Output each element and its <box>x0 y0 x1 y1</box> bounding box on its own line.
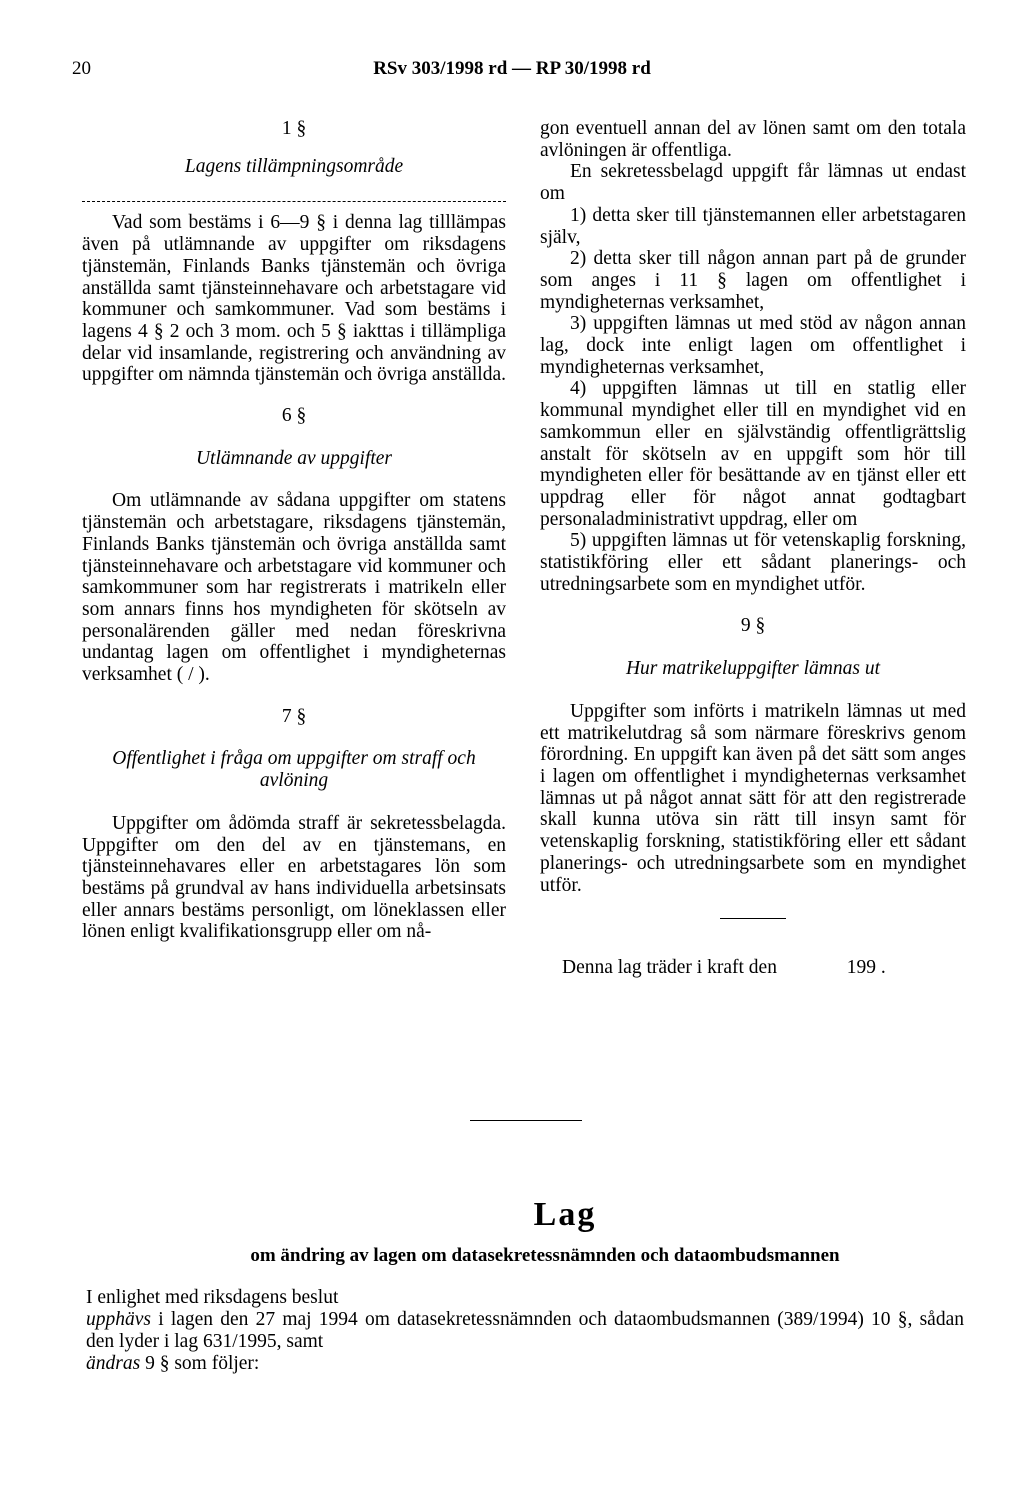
list-item: 1) detta sker till tjänstemannen eller arbetstagaren själv, <box>540 204 966 248</box>
list-item: 4) uppgiften lämnas ut till en statlig eller kommunal myndighet eller till en myndighet vid en samkommun eller en självständig offentligrättslig anstalt för skötseln av en uppgift som hör till myndigheten eller för besättande av en tjänst eller ett uppdrag eller för något annat godtagbart personaladministrativt uppdrag, eller om <box>540 378 966 530</box>
right-column <box>540 118 966 979</box>
law-amend-line <box>86 1353 964 1375</box>
section-7-paragraph: Uppgifter om ådömda straff är sekretessbelagda. Uppgifter om den del av en tjänstemans, en tjänsteinnehavares eller en arbetstagares lön som bestäms på grundval av hans individuella arbetsinsats eller annars bestäms personligt, om löneklassen eller lönen enligt kvalifikationsgrupp eller om nå- <box>82 812 506 943</box>
left-column <box>82 118 506 943</box>
section-7-title: Offentlighet i fråga om uppgifter om straff och avlöning <box>112 748 476 792</box>
short-rule <box>720 918 786 919</box>
section-9-number: 9 § <box>740 615 766 637</box>
effective-date-line <box>540 957 966 979</box>
law-repeal-line <box>86 1309 964 1353</box>
law-body <box>86 1287 964 1375</box>
page-header <box>72 58 952 88</box>
running-head: RSv 303/1998 rd — RP 30/1998 rd <box>373 58 651 79</box>
law-amend-text: 9 § som följer: <box>140 1353 260 1374</box>
list-item: 2) detta sker till någon annan part på de grunder som anges i 11 § lagen om offentlighet i myndigheternas verksamhet, <box>540 248 966 313</box>
law-amend-word: ändras <box>86 1353 141 1374</box>
secrecy-paragraph: En sekretessbelagd uppgift får lämnas ut endast om <box>540 161 966 205</box>
law-intro-line: I enlighet med riksdagens beslut <box>86 1287 339 1308</box>
section-6-number: 6 § <box>281 405 307 427</box>
law-repeal-text: i lagen den 27 maj 1994 om datasekretessnämnden och dataombudsmannen (389/1994) 10 §, sådan den lyder i lag 631/1995, samt <box>86 1309 964 1352</box>
section-1-number: 1 § <box>281 118 307 139</box>
list-item: 3) uppgiften lämnas ut med stöd av någon annan lag, dock inte enligt lagen om offentlighet i myndigheternas verksamhet, <box>540 313 966 378</box>
section-9-paragraph: Uppgifter som införts i matrikeln lämnas ut med ett matrikelutdrag så som närmare föreskrivs genom förordning. En uppgift kan även på det sätt som anges i lagen om offentlighet i myndigheternas verksamhet lämnas ut på något annat sätt för att den registrerade skall kunna utöva sin rätt till insyn samt för vetenskaplig forskning, statistikföring eller ett sådant planerings- och utredningsarbete som en myndighet utför. <box>540 700 966 896</box>
law-block <box>86 1195 964 1375</box>
continuation-paragraph: gon eventuell annan del av lönen samt om den totala avlöningen är offentliga. <box>540 118 966 161</box>
effective-year: 199 . <box>846 957 886 979</box>
section-9-title: Hur matrikeluppgifter lämnas ut <box>625 658 881 680</box>
law-title: Lag <box>533 1196 597 1233</box>
list-item: 5) uppgiften lämnas ut för vetenskaplig forskning, statistikföring eller ett sådant planerings- och utredningsarbete som en myndighet utför. <box>540 530 966 595</box>
section-7-number: 7 § <box>281 705 307 727</box>
law-subtitle: om ändring av lagen om datasekretessnämnden och dataombudsmannen <box>250 1245 840 1266</box>
section-1-title: Lagens tillämpningsområde <box>184 155 404 177</box>
effective-text: Denna lag träder i kraft den <box>562 957 777 979</box>
law-repeal-word: upphävs <box>86 1309 151 1330</box>
section-1-paragraph: Vad som bestäms i 6—9 § i denna lag tilllämpas även på utlämnande av uppgifter om riksdagens tjänstemän, Finlands Banks tjänstemän och övriga anställda samt tjänsteinnehavare och arbetstagare vid kommuner och samkommuner. Vad som bestäms i lagens 4 § 2 och 3 mom. och 5 § iakttas i tillämpliga delar vid insamlande, registrering och användning av uppgifter om nämnda tjänstemän och övriga anställda. <box>82 212 507 386</box>
section-6-paragraph: Om utlämnande av sådana uppgifter om statens tjänstemän och arbetstagare, riksdagens tjänstemän, Finlands Banks tjänstemän och övriga anställda samt tjänsteinnehavare och arbetstagare vid kommuner och samkommuner som har registrerats i matrikeln eller som annars finns hos myndigheten för skötseln av personalärenden gäller med nedan föreskrivna undantag lagen om offentlighet i myndigheternas verksamhet ( / ). <box>82 490 506 686</box>
separator-rule <box>470 1120 582 1121</box>
page-number: 20 <box>72 58 91 79</box>
dash-separator <box>82 201 506 202</box>
section-6-title: Utlämnande av uppgifter <box>195 447 393 469</box>
